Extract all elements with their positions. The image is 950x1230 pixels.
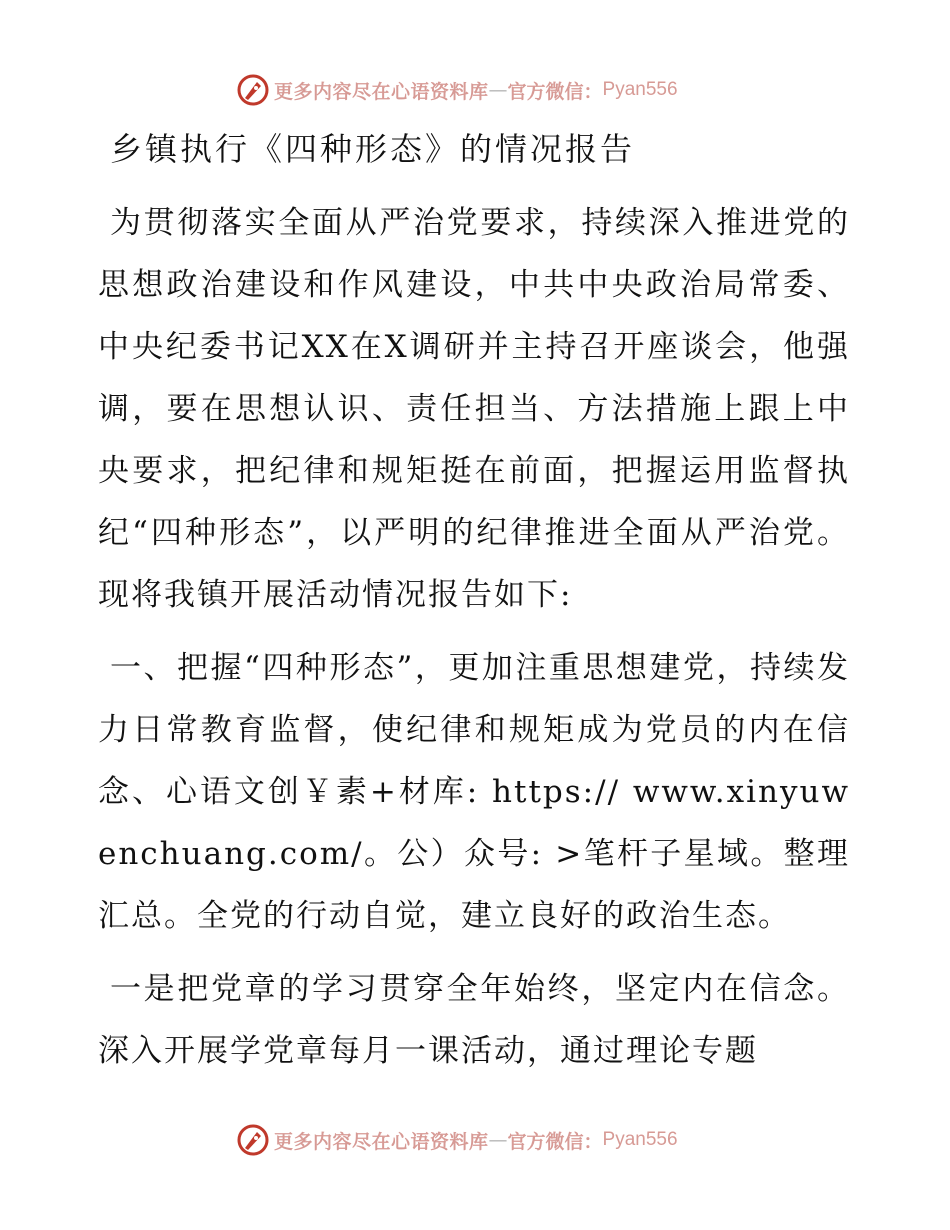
paragraph-point-one: 一是把党章的学习贯穿全年始终，坚定内在信念。深入开展学党章每月一课活动，通过理论专题 bbox=[98, 971, 850, 1069]
watermark-text: 更多内容尽在心语资料库 bbox=[274, 1130, 489, 1153]
watermark-separator: — bbox=[488, 79, 508, 101]
header-watermark bbox=[236, 72, 678, 108]
watermark-separator: — bbox=[488, 1129, 508, 1151]
watermark-text: 更多内容尽在心语资料库 bbox=[274, 80, 489, 103]
paragraph-intro: 为贯彻落实全面从严治党要求，持续深入推进党的思想政治建设和作风建设，中共中央政治局常委、中央纪委书记XX在X调研并主持召开座谈会，他强调，要在思想认识、责任担当、方法措施上跟上中央要求，把纪律和规矩挺在前面，把握运用监督执纪“四种形态”，以严明的纪律推进全面从严治党。现将我镇开展活动情况报告如下: bbox=[98, 205, 850, 613]
watermark-official-label: 官方微信： bbox=[507, 80, 603, 103]
pen-nib-circle-icon bbox=[236, 1123, 270, 1157]
document-body bbox=[98, 118, 850, 1082]
watermark-official-label: 官方微信： bbox=[507, 1130, 603, 1153]
pen-nib-circle-icon bbox=[236, 73, 270, 107]
footer-watermark bbox=[236, 1122, 678, 1158]
paragraph-section-one: 一、把握“四种形态”，更加注重思想建党，持续发力日常教育监督，使纪律和规矩成为党员的内在信念、心语文创￥素+材库: https:// www.xinyuwenchuang.com/。公）众号: >笔杆子星域。整理汇总。全党的行动自觉，建立良好的政治生态。 bbox=[98, 650, 850, 934]
watermark-wechat-id: Pyan556 bbox=[602, 1129, 678, 1150]
watermark-wechat-id: Pyan556 bbox=[602, 79, 678, 100]
document-title: 乡镇执行《四种形态》的情况报告 bbox=[110, 130, 636, 168]
